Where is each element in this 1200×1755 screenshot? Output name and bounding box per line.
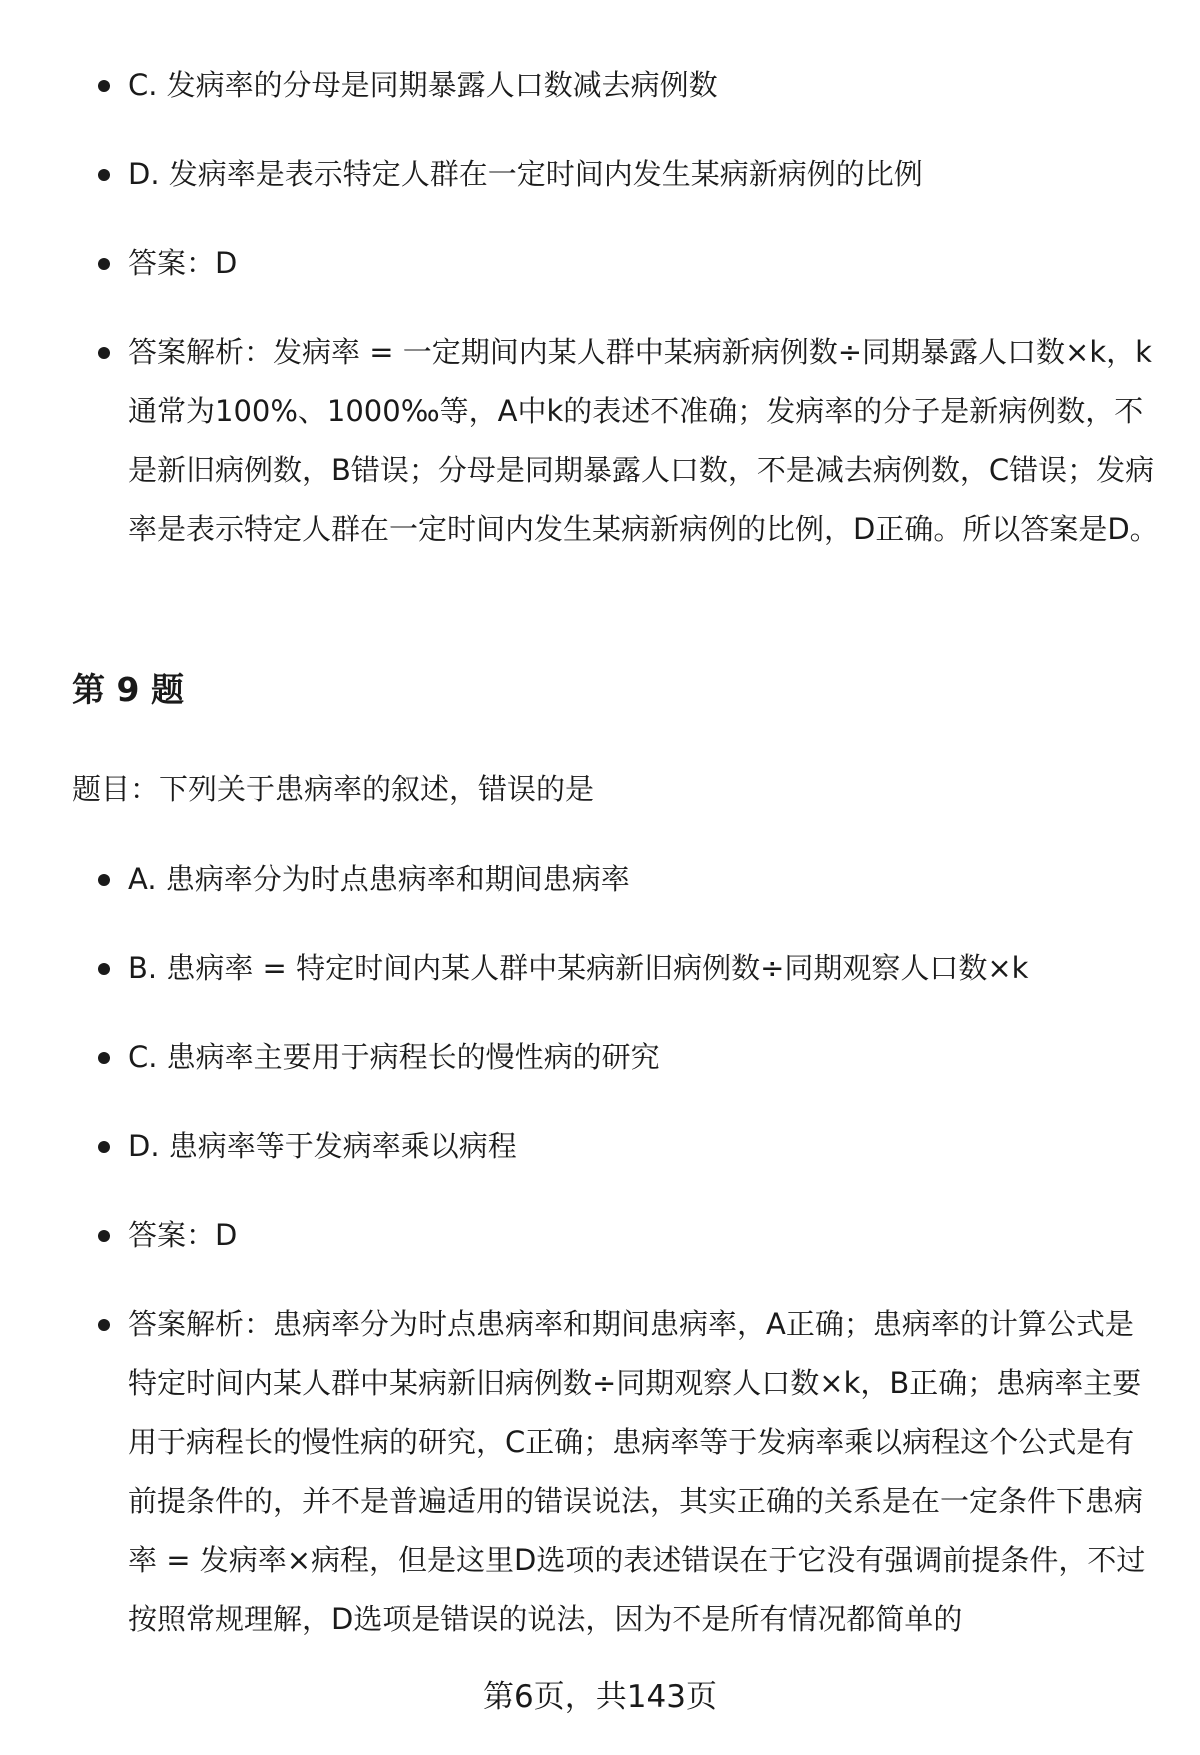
bullet-dot: [98, 80, 110, 92]
bullet-dot: [98, 258, 110, 270]
option-text: D. 患病率等于发病率乘以病程: [128, 1129, 517, 1163]
explanation-text: 答案解析：患病率分为时点患病率和期间患病率，A正确；患病率的计算公式是特定时间内某人群中某病新旧病例数÷同期观察人口数×k，B正确；患病率主要用于病程长的慢性病的研究，C正确；患病率等于发病率乘以病程这个公式是有前提条件的，并不是普遍适用的错误说法，其实正确的关系是在一定条件下患病率 = 发病率×病程，但是这里D选项的表述错误在于它没有强调前提条件，不过按照常规理解，D选项是错误的说法，因为不是所有情况都简单的: [128, 1307, 1146, 1636]
bullet-dot: [98, 347, 110, 359]
bullet-dot: [98, 874, 110, 886]
bullet-dot: [98, 169, 110, 181]
option-text: A. 患病率分为时点患病率和期间患病率: [128, 862, 630, 896]
option-text: C. 患病率主要用于病程长的慢性病的研究: [128, 1040, 660, 1074]
option-text: C. 发病率的分母是同期暴露人口数减去病例数: [128, 68, 718, 102]
explanation-text: 答案解析：发病率 = 一定期间内某人群中某病新病例数÷同期暴露人口数×k，k通常为100%、1000‰等，A中k的表述不准确；发病率的分子是新病例数，不是新旧病例数，B错误；分母是同期暴露人口数，不是减去病例数，C错误；发病率是表示特定人群在一定时间内发生某病新病例的比例，D正确。所以答案是D。: [128, 335, 1159, 546]
bullet-dot: [98, 1230, 110, 1242]
answer-text: 答案：D: [128, 1218, 238, 1252]
question-heading: 第 9 题: [72, 670, 184, 709]
page-indicator: 第6页，共143页: [483, 1679, 717, 1715]
bullet-dot: [98, 1141, 110, 1153]
bullet-dot: [98, 1319, 110, 1331]
question-stem: 题目：下列关于患病率的叙述，错误的是: [72, 772, 595, 806]
answer-text: 答案：D: [128, 246, 238, 280]
bullet-dot: [98, 963, 110, 975]
bullet-dot: [98, 1052, 110, 1064]
option-text: B. 患病率 = 特定时间内某人群中某病新旧病例数÷同期观察人口数×k: [128, 951, 1029, 985]
option-text: D. 发病率是表示特定人群在一定时间内发生某病新病例的比例: [128, 157, 923, 191]
